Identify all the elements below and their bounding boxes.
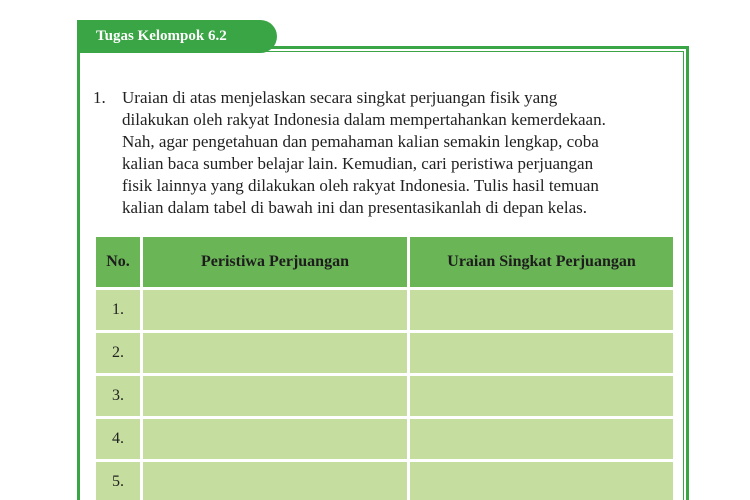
task-instructions (122, 87, 679, 219)
uraian-cell[interactable] (410, 419, 673, 459)
peristiwa-cell[interactable] (143, 419, 407, 459)
task-title-tab (77, 20, 277, 53)
peristiwa-cell[interactable] (143, 333, 407, 373)
instruction-line: fisik lainnya yang dilakukan oleh rakyat Indonesia. Tulis hasil temuan (122, 176, 599, 195)
instruction-line: kalian dalam tabel di bawah ini dan presentasikanlah di depan kelas. (122, 198, 587, 217)
peristiwa-cell[interactable] (143, 462, 407, 500)
row-number-cell: 4. (96, 419, 140, 459)
header-uraian: Uraian Singkat Perjuangan (410, 237, 673, 287)
row-number-cell: 3. (96, 376, 140, 416)
struggle-table (96, 237, 673, 500)
uraian-cell[interactable] (410, 462, 673, 500)
task-item-number: 1. (93, 88, 106, 107)
peristiwa-cell[interactable] (143, 290, 407, 330)
task-item (93, 87, 679, 219)
uraian-cell[interactable] (410, 333, 673, 373)
row-number-cell: 5. (96, 462, 140, 500)
header-no: No. (96, 237, 140, 287)
instruction-line: dilakukan oleh rakyat Indonesia dalam mempertahankan kemerdekaan. (122, 110, 606, 129)
peristiwa-cell[interactable] (143, 376, 407, 416)
row-number-cell: 1. (96, 290, 140, 330)
header-peristiwa: Peristiwa Perjuangan (143, 237, 407, 287)
row-number-cell: 2. (96, 333, 140, 373)
instruction-line: Uraian di atas menjelaskan secara singkat perjuangan fisik yang (122, 88, 558, 107)
instruction-line: Nah, agar pengetahuan dan pemahaman kalian semakin lengkap, coba (122, 132, 599, 151)
instruction-line: kalian baca sumber belajar lain. Kemudian, cari peristiwa perjuangan (122, 154, 594, 173)
task-title: Tugas Kelompok 6.2 (96, 28, 227, 44)
uraian-cell[interactable] (410, 290, 673, 330)
uraian-cell[interactable] (410, 376, 673, 416)
